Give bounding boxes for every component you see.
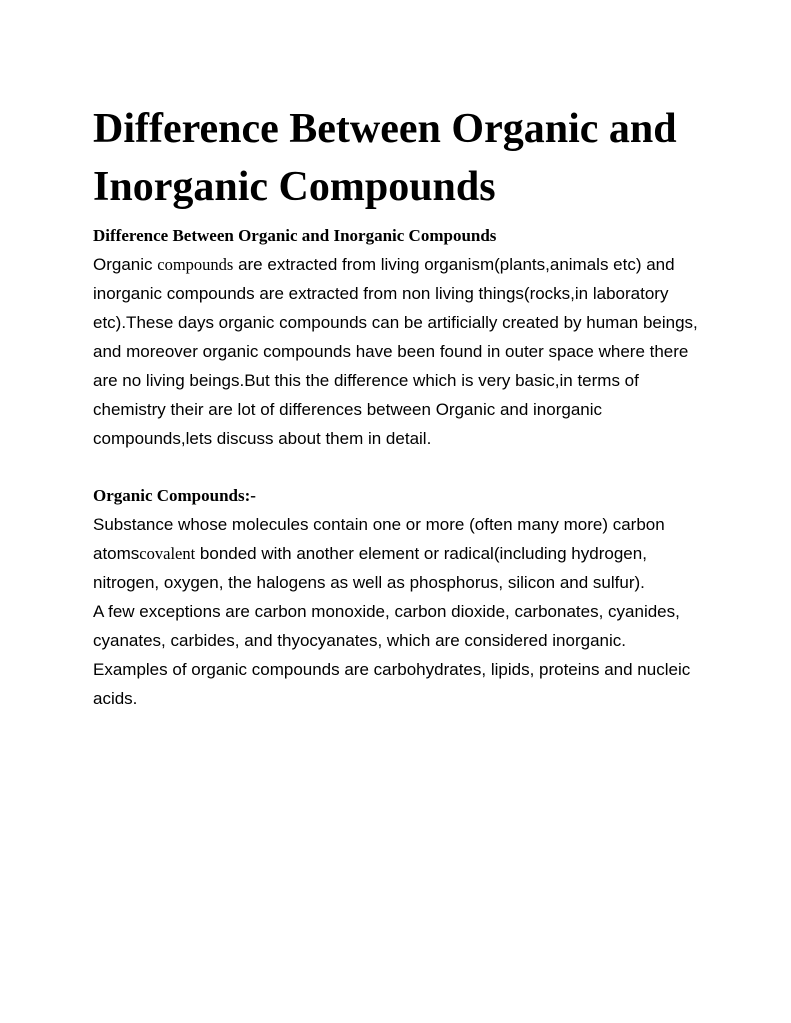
organic-definition-start: Substance whose molecules contain one or more (often many more) carbon atoms [93, 515, 665, 563]
intro-text-start: Organic [93, 255, 158, 274]
organic-definition-serif-word: covalent [139, 544, 196, 563]
article-subtitle: Difference Between Organic and Inorganic Compounds [93, 226, 497, 245]
intro-text-rest: are extracted from living organism(plants,animals etc) and inorganic compounds are extracted from non living things(rocks,in laboratory etc).These days organic compounds can be artificially created by human beings, and moreover organic compounds have been found in outer space where there are no living beings.But this the difference which is very basic,in terms of chemistry their are lot of differences between Organic and inorganic compounds,lets discuss about them in detail. [93, 255, 698, 448]
organic-definition-rest: bonded with another element or radical(including hydrogen, nitrogen, oxygen, the halogens as well as phosphorus, silicon and sulfur). [93, 544, 647, 592]
page-title: Difference Between Organic and Inorganic Compounds [93, 106, 677, 210]
paragraph-gap [93, 453, 703, 482]
intro-serif-word: compounds [157, 255, 234, 274]
organic-exceptions-paragraph: A few exceptions are carbon monoxide, carbon dioxide, carbonates, cyanides, cyanates, carbides, and thyocyanates, which are considered inorganic. [93, 602, 680, 650]
organic-examples-paragraph: Examples of organic compounds are carbohydrates, lipids, proteins and nucleic acids. [93, 660, 691, 708]
intro-paragraph [93, 250, 703, 453]
organic-definition-paragraph [93, 510, 703, 597]
document-page [93, 100, 703, 713]
section-heading-organic: Organic Compounds:- [93, 486, 256, 505]
